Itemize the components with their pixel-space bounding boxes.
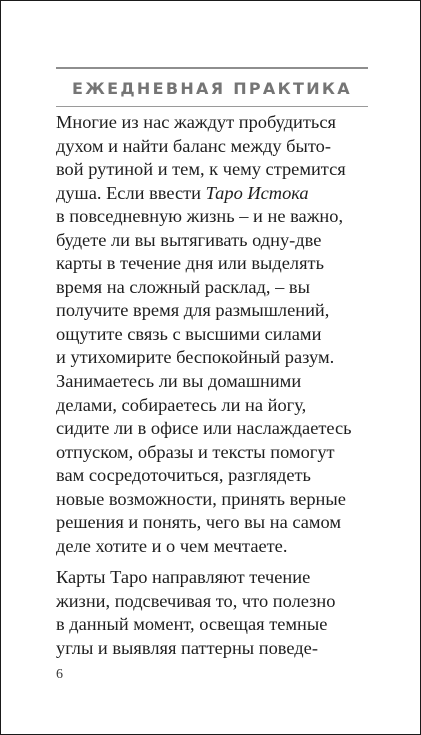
text-line: делами, собираетесь ли на йогу, — [56, 394, 307, 415]
text-line: жизни, подсвечивая то, что полезно — [56, 590, 336, 611]
section-heading: ЕЖЕДНЕВНАЯ ПРАКТИКА — [72, 79, 352, 98]
heading-bottom-rule — [56, 106, 368, 107]
text-line: отпуском, образы и тексты помогут — [56, 441, 335, 462]
text-line: углы и выявляя паттерны поведе- — [56, 638, 318, 659]
text-line: решения и понять, чего вы на самом — [56, 512, 342, 533]
text-line: деле хотите и о чем мечтаете. — [56, 535, 288, 556]
text-line: ощутите связь с высшими силами — [56, 323, 322, 344]
text-line: вам сосредоточиться, разглядеть — [56, 465, 311, 486]
page-number: 6 — [56, 667, 63, 682]
text-fragment: душа. Если ввести — [56, 182, 206, 203]
paragraph-2 — [56, 566, 376, 660]
text-line: получите время для размышлений, — [56, 300, 330, 321]
text-line: Занимаетесь ли вы домашними — [56, 371, 302, 392]
text-line: время на сложный расклад, – вы — [56, 276, 310, 297]
text-line: вой рутиной и тем, к чему стремится — [56, 159, 346, 180]
text-line-with-title — [56, 182, 376, 206]
text-line: духом и найти баланс между быто- — [56, 135, 331, 156]
text-line: сидите ли в офисе или наслаждаетесь — [56, 418, 352, 439]
text-line: Многие из нас жаждут пробудиться — [56, 112, 336, 132]
deck-title: Таро Истока — [205, 182, 309, 203]
text-line: в повседневную жизнь – и не важно, — [56, 206, 344, 227]
paragraph-1 — [56, 111, 376, 558]
text-line: будете ли вы вытягивать одну-две — [56, 229, 322, 250]
text-line: и утихомирите беспокойный разум. — [56, 347, 335, 368]
body-text — [56, 111, 376, 661]
text-line: в данный момент, освещая темные — [56, 614, 328, 635]
text-line: карты в течение дня или выделять — [56, 253, 324, 274]
heading-top-rule — [56, 67, 368, 69]
text-line: новые возможности, принять верные — [56, 488, 346, 509]
text-line: Карты Таро направляют течение — [56, 567, 311, 588]
